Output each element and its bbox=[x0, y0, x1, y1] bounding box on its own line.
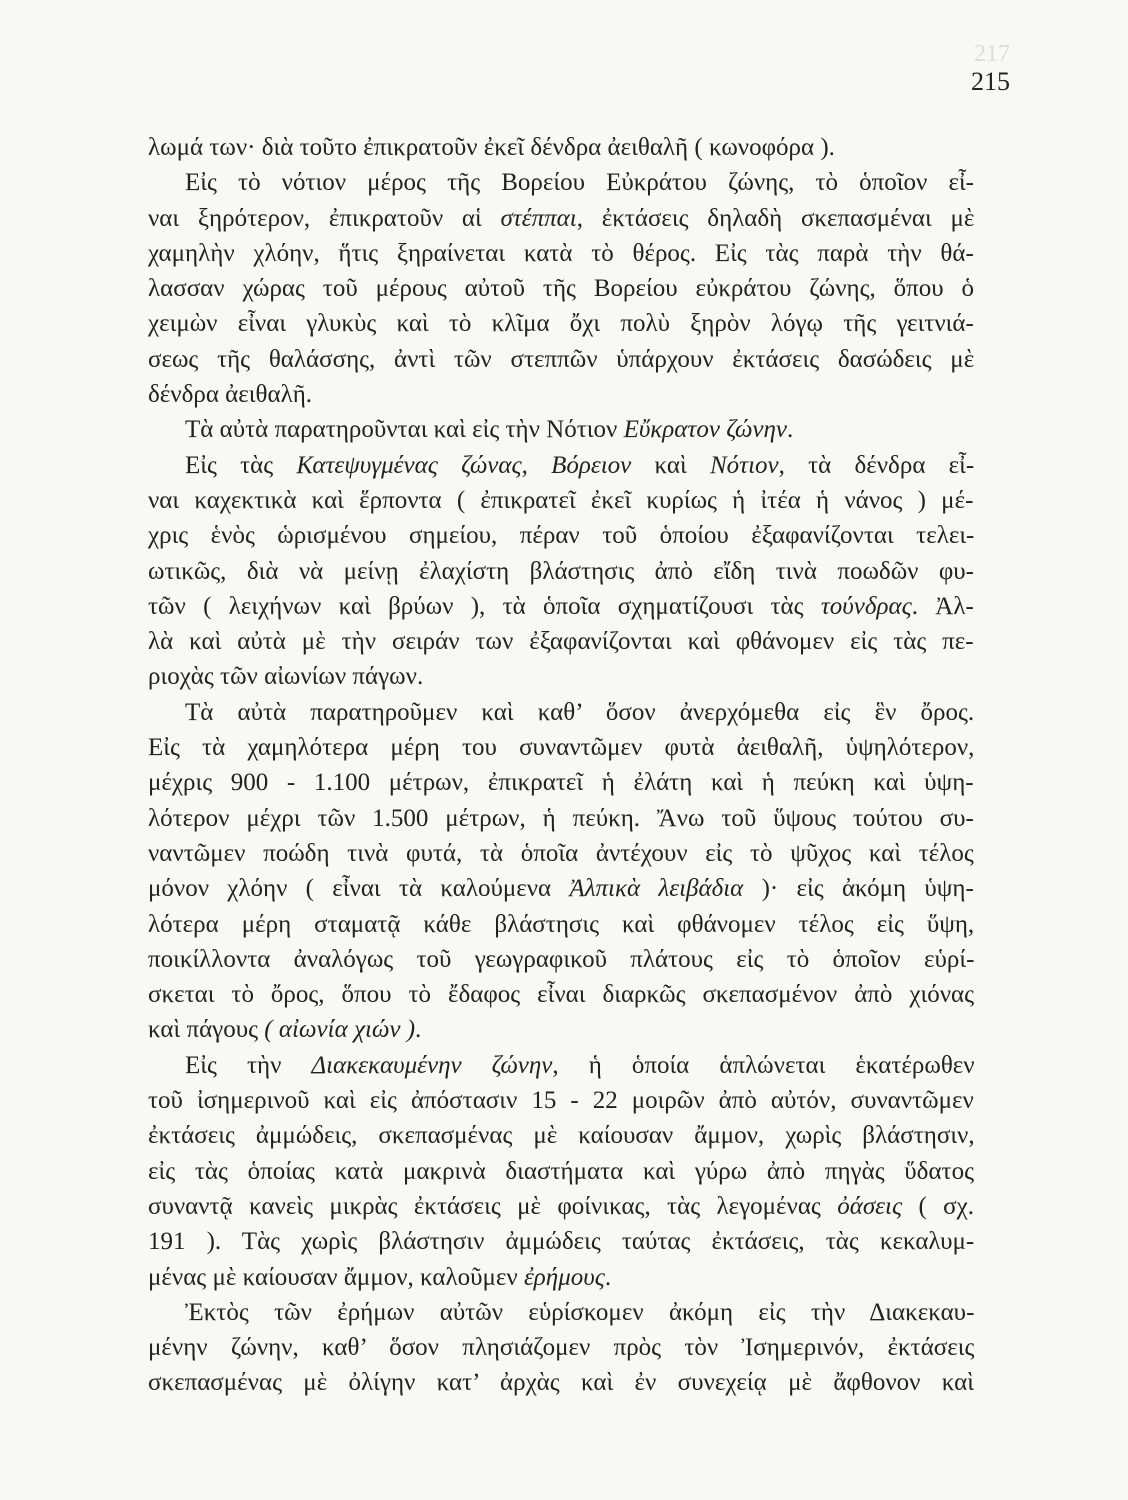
text-run: τοῦ ἰσημερινοῦ καὶ εἰς ἀπόστασιν 15 - 22 μοιρῶν ἀπὸ αὐτόν, συναντῶμεν bbox=[148, 1087, 974, 1115]
text-run: καὶ bbox=[631, 451, 710, 479]
line-text bbox=[148, 907, 974, 942]
line-text bbox=[148, 236, 974, 271]
text-line bbox=[148, 342, 976, 377]
text-run: ναι καχεκτικὰ καὶ ἕρποντα ( ἐπικρατεῖ ἐκεῖ κυρίως ἡ ἰτέα ἡ νάνος ) μέ- bbox=[148, 486, 974, 514]
text-run: ναντῶμεν ποώδη τινὰ φυτά, τὰ ὁποῖα ἀντέχουν εἰς τὸ ψῦχος καὶ τέλος bbox=[148, 839, 974, 867]
text-line bbox=[148, 1118, 976, 1153]
line-text bbox=[148, 1365, 974, 1400]
line-text bbox=[148, 130, 835, 165]
text-run: συναντᾷ κανεὶς μικρὰς ἐκτάσεις μὲ φοίνικας, τὰς λεγομένας bbox=[148, 1192, 838, 1220]
text-line bbox=[148, 730, 976, 765]
line-text bbox=[185, 695, 974, 730]
page-number: 215 bbox=[971, 67, 1010, 96]
text-line bbox=[148, 412, 976, 447]
text-run: μένην ζώνην, καθ’ ὅσον πλησιάζομεν πρὸς τὸν Ἰσημερινόν, ἐκτάσεις bbox=[148, 1334, 975, 1362]
text-line bbox=[148, 483, 976, 518]
text-run: σεως τῆς θαλάσσης, ἀντὶ τῶν στεππῶν ὑπάρχουν ἐκτάσεις δασώδεις μὲ bbox=[148, 345, 975, 373]
text-line bbox=[148, 1295, 976, 1330]
text-run: Εἰς τὸ νότιον μέρος τῆς Βορείου Εὐκράτου ζώνης, τὸ ὁποῖον εἶ- bbox=[185, 169, 974, 197]
text-line bbox=[148, 518, 976, 553]
text-run: μέχρις 900 - 1.100 μέτρων, ἐπικρατεῖ ἡ ἐλάτη καὶ ἡ πεύκη καὶ ὑψη- bbox=[148, 769, 974, 797]
text-run: μένας μὲ καίουσαν ἄμμον, καλοῦμεν bbox=[148, 1263, 524, 1291]
text-run: λασσαν χώρας τοῦ μέρους αὐτοῦ τῆς Βορείου εὐκράτου ζώνης, ὅπου ὁ bbox=[148, 275, 974, 303]
italic-text-run: ( αἰωνία χιών ) bbox=[264, 1016, 416, 1044]
line-text bbox=[185, 1295, 974, 1330]
paragraph bbox=[148, 695, 976, 1048]
text-run: χρις ἑνὸς ὡρισμένου σημείου, πέραν τοῦ ὁποίου ἐξαφανίζονται τελει- bbox=[148, 522, 975, 550]
line-text bbox=[148, 377, 312, 412]
line-text bbox=[148, 554, 974, 589]
line-text bbox=[185, 165, 974, 200]
line-text bbox=[148, 1330, 974, 1365]
text-run: Τὰ αὐτὰ παρατηροῦμεν καὶ καθ’ ὅσον ἀνερχόμεθα εἰς ἓν ὄρος. bbox=[185, 698, 975, 726]
text-line bbox=[148, 1083, 976, 1118]
text-block bbox=[148, 130, 976, 1401]
text-line bbox=[148, 871, 976, 906]
text-run: , τὰ δένδρα εἶ- bbox=[778, 451, 975, 479]
text-line bbox=[148, 201, 976, 236]
text-line bbox=[148, 836, 976, 871]
italic-text-run: στέππαι bbox=[500, 204, 577, 232]
italic-text-run: ὀάσεις bbox=[837, 1192, 903, 1220]
text-run: . bbox=[415, 1016, 422, 1044]
line-text bbox=[148, 518, 974, 553]
text-run: ριοχὰς τῶν αἰωνίων πάγων. bbox=[148, 663, 424, 691]
italic-text-run: Ἀλπικὰ λειβάδια bbox=[569, 875, 744, 903]
line-text bbox=[148, 801, 974, 836]
line-text bbox=[148, 271, 974, 306]
text-run: , bbox=[521, 451, 552, 479]
text-run: χειμὼν εἶναι γλυκὺς καὶ τὸ κλῖμα ὄχι πολὺ ξηρὸν λόγῳ τῆς γειτνιά- bbox=[148, 310, 974, 338]
line-text bbox=[148, 483, 973, 518]
text-run: 191 ). Τὰς χωρὶς βλάστησιν ἀμμώδεις ταύτας ἐκτάσεις, τὰς κεκαλυμ- bbox=[148, 1228, 975, 1256]
text-run: ἐκτάσεις ἀμμώδεις, σκεπασμένας μὲ καίουσαν ἄμμον, χωρὶς βλάστησιν, bbox=[148, 1122, 975, 1150]
line-text bbox=[148, 201, 974, 236]
text-run: , ἡ ὁποία ἁπλώνεται ἑκατέρωθεν bbox=[552, 1051, 975, 1079]
paragraph bbox=[148, 1295, 976, 1401]
text-line bbox=[148, 695, 976, 730]
paragraph bbox=[148, 412, 976, 447]
text-run: )· εἰς ἀκόμη ὑψη- bbox=[743, 875, 974, 903]
text-line bbox=[148, 1154, 976, 1189]
line-text bbox=[148, 730, 974, 765]
line-text bbox=[148, 871, 974, 906]
text-line bbox=[148, 1224, 976, 1259]
text-line bbox=[148, 1048, 976, 1083]
text-run: ( σχ. bbox=[902, 1192, 974, 1220]
text-run: σκεται τὸ ὄρος, ὅπου τὸ ἔδαφος εἶναι διαρκῶς σκεπασμένον ἀπὸ χιόνας bbox=[148, 981, 974, 1009]
text-line bbox=[148, 448, 976, 483]
line-text bbox=[185, 1048, 975, 1083]
line-text bbox=[148, 836, 974, 871]
text-run: καὶ πάγους bbox=[148, 1016, 265, 1044]
italic-text-run: Νότιον bbox=[709, 451, 779, 479]
text-run: λότερα μέρη σταματᾷ κάθε βλάστησις καὶ φθάνομεν τέλος εἰς ὕψη, bbox=[148, 910, 975, 938]
text-run: Τὰ αὐτὰ παρατηροῦνται καὶ εἰς τὴν Νότιον bbox=[185, 416, 624, 444]
line-text bbox=[148, 1189, 974, 1224]
line-text bbox=[148, 765, 974, 800]
text-line bbox=[148, 165, 976, 200]
italic-text-run: Βόρειον bbox=[551, 451, 632, 479]
bleed-through-page-number: 217 bbox=[974, 41, 1010, 67]
italic-text-run: Κατεψυγμένας ζώνας bbox=[296, 451, 522, 479]
line-text bbox=[148, 589, 974, 624]
text-line bbox=[148, 271, 976, 306]
line-text bbox=[148, 624, 974, 659]
italic-text-run: τούνδρας bbox=[820, 592, 912, 620]
line-text bbox=[148, 1260, 611, 1295]
italic-text-run: Διακεκαυμένην ζώνην bbox=[311, 1051, 553, 1079]
text-run: . Ἀλ- bbox=[911, 592, 974, 620]
text-line bbox=[148, 130, 976, 165]
text-line bbox=[148, 659, 976, 694]
text-line bbox=[148, 589, 976, 624]
line-text bbox=[148, 1224, 974, 1259]
text-run: Εἰς τὰ χαμηλότερα μέρη του συναντῶμεν φυτὰ ἀειθαλῆ, ὑψηλότερον, bbox=[148, 734, 975, 762]
text-line bbox=[148, 554, 976, 589]
text-run: ποικίλλοντα ἀναλόγως τοῦ γεωγραφικοῦ πλάτους εἰς τὸ ὁποῖον εὑρί- bbox=[148, 945, 975, 973]
text-run: δένδρα ἀειθαλῆ. bbox=[148, 381, 313, 409]
text-line bbox=[148, 1365, 976, 1400]
text-line bbox=[148, 1189, 976, 1224]
line-text bbox=[148, 1118, 975, 1153]
line-text bbox=[148, 659, 423, 694]
text-line bbox=[148, 1012, 976, 1047]
text-run: μόνον χλόην ( εἶναι τὰ καλούμενα bbox=[148, 875, 570, 903]
line-text bbox=[148, 942, 974, 977]
line-text bbox=[148, 306, 974, 341]
text-line bbox=[148, 977, 976, 1012]
line-text bbox=[148, 1083, 974, 1118]
text-line bbox=[148, 765, 976, 800]
text-run: Εἰς τὰς bbox=[185, 451, 297, 479]
paragraph bbox=[148, 130, 976, 165]
text-run: ναι ξηρότερον, ἐπικρατοῦν αἱ bbox=[148, 204, 501, 232]
italic-text-run: ἐρήμους bbox=[523, 1263, 605, 1291]
paragraph bbox=[148, 1048, 976, 1295]
text-run: εἰς τὰς ὁποίας κατὰ μακρινὰ διαστήματα καὶ γύρω ἀπὸ πηγὰς ὕδατος bbox=[148, 1157, 974, 1185]
text-line bbox=[148, 236, 976, 271]
line-text bbox=[148, 1012, 421, 1047]
paragraph bbox=[148, 165, 976, 412]
paragraph bbox=[148, 448, 976, 695]
line-text bbox=[185, 448, 974, 483]
line-text bbox=[148, 1154, 974, 1189]
text-line bbox=[148, 942, 976, 977]
text-line bbox=[148, 907, 976, 942]
text-run: ωτικῶς, διὰ νὰ μείνῃ ἐλαχίστη βλάστησις ἀπὸ εἴδη τινὰ ποωδῶν φυ- bbox=[148, 557, 974, 585]
text-line bbox=[148, 801, 976, 836]
text-run: λωμά των· διὰ τοῦτο ἐπικρατοῦν ἐκεῖ δένδρα ἀειθαλῆ ( κωνοφόρα ). bbox=[148, 134, 835, 161]
line-text bbox=[148, 977, 974, 1012]
text-run: σκεπασμένας μὲ ὀλίγην κατ’ ἀρχὰς καὶ ἐν συνεχείᾳ μὲ ἄφθονον καὶ bbox=[148, 1369, 974, 1397]
text-line bbox=[148, 1260, 976, 1295]
text-run: λὰ καὶ αὐτὰ μὲ τὴν σειράν των ἐξαφανίζονται καὶ φθάνομεν εἰς τὰς πε- bbox=[148, 628, 974, 656]
text-run: τῶν ( λειχήνων καὶ βρύων ), τὰ ὁποῖα σχηματίζουσι τὰς bbox=[148, 592, 821, 620]
line-text bbox=[148, 342, 974, 377]
line-text bbox=[185, 412, 793, 447]
text-line bbox=[148, 624, 976, 659]
text-run: . bbox=[604, 1263, 612, 1291]
text-run: . bbox=[786, 416, 794, 444]
text-run: λότερον μέχρι τῶν 1.500 μέτρων, ἡ πεύκη. Ἄνω τοῦ ὕψους τούτου συ- bbox=[148, 804, 974, 832]
text-run: χαμηλὴν χλόην, ἥτις ξηραίνεται κατὰ τὸ θέρος. Εἰς τὰς παρὰ τὴν θά- bbox=[148, 239, 974, 267]
text-line bbox=[148, 306, 976, 341]
text-line bbox=[148, 377, 976, 412]
text-line bbox=[148, 1330, 976, 1365]
italic-text-run: Εὔκρατον ζώνην bbox=[623, 416, 787, 444]
text-run: Ἐκτὸς τῶν ἐρήμων αὐτῶν εὑρίσκομεν ἀκόμη εἰς τὴν Διακεκαυ- bbox=[185, 1298, 975, 1326]
text-run: , ἐκτάσεις δηλαδὴ σκεπασμέναι μὲ bbox=[576, 204, 975, 232]
text-run: Εἰς τὴν bbox=[185, 1051, 312, 1079]
